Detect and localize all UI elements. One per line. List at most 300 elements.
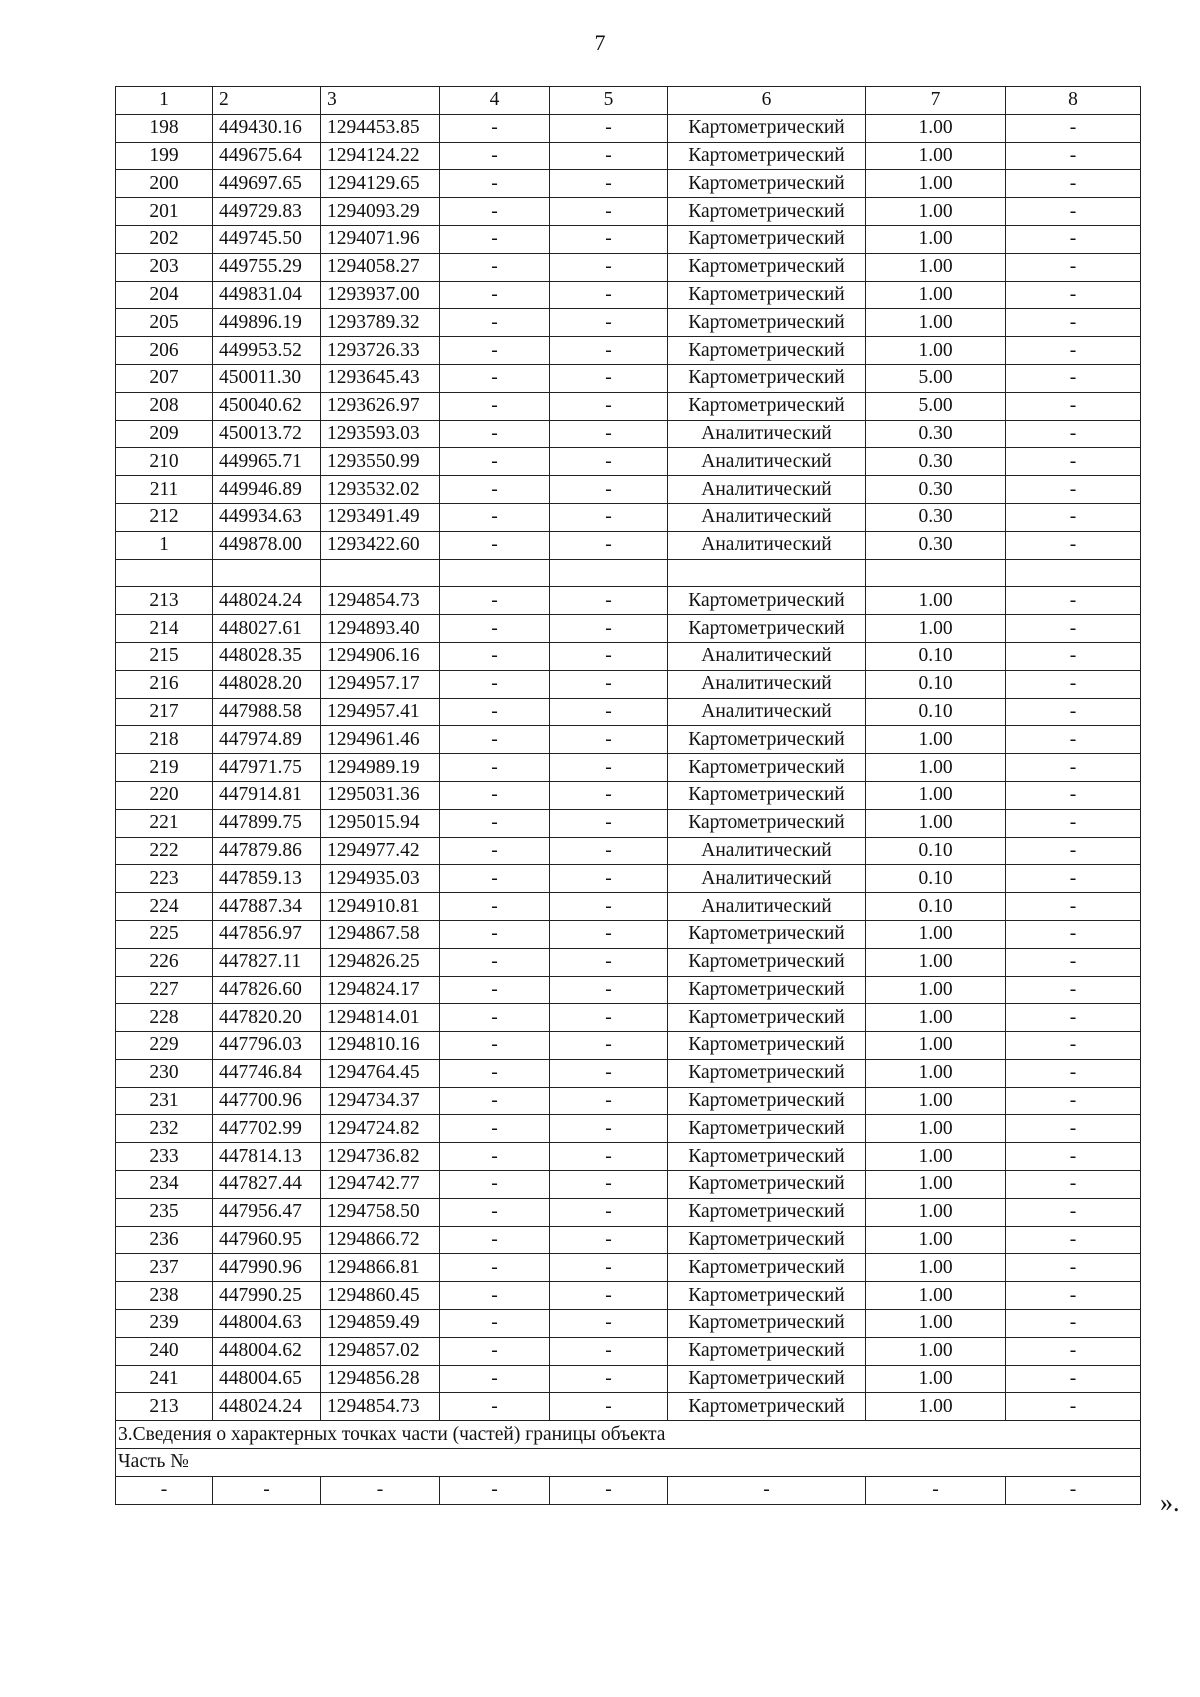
table-cell: 5.00 — [866, 392, 1006, 420]
table-cell: - — [440, 726, 550, 754]
table-cell: 1.00 — [866, 1059, 1006, 1087]
table-row — [116, 587, 1141, 615]
table-cell: - — [1006, 1393, 1141, 1421]
table-cell: Картометрический — [668, 948, 866, 976]
table-cell: 1.00 — [866, 170, 1006, 198]
table-cell: 447974.89 — [213, 726, 321, 754]
table-cell: - — [550, 448, 668, 476]
table-cell: - — [1006, 198, 1141, 226]
table-row — [116, 170, 1141, 198]
table-cell: 1.00 — [866, 1393, 1006, 1421]
table-cell: - — [1006, 837, 1141, 865]
table-cell: - — [550, 837, 668, 865]
table-cell: - — [440, 893, 550, 921]
table-cell: 6 — [668, 87, 866, 115]
table-cell: - — [440, 615, 550, 643]
table-cell: - — [440, 1143, 550, 1171]
table-cell: 447990.25 — [213, 1282, 321, 1310]
table-cell: 1.00 — [866, 1087, 1006, 1115]
table-cell: 450011.30 — [213, 364, 321, 392]
table-cell: 1.00 — [866, 1171, 1006, 1199]
table-cell: - — [1006, 1254, 1141, 1282]
table-cell: - — [1006, 1337, 1141, 1365]
table-cell: 1.00 — [866, 1365, 1006, 1393]
table-row — [116, 1198, 1141, 1226]
table-cell: Картометрический — [668, 1198, 866, 1226]
table-cell: - — [1006, 253, 1141, 281]
table-cell: 238 — [116, 1282, 213, 1310]
table-cell: 1293550.99 — [321, 448, 440, 476]
table-cell: - — [1006, 1198, 1141, 1226]
table-cell: 1294866.81 — [321, 1254, 440, 1282]
table-cell: - — [550, 114, 668, 142]
table-cell: 449745.50 — [213, 225, 321, 253]
table-cell: 0.10 — [866, 698, 1006, 726]
table-cell: Картометрический — [668, 1365, 866, 1393]
table-cell: 1.00 — [866, 1143, 1006, 1171]
table-cell: 220 — [116, 781, 213, 809]
table-cell: 239 — [116, 1310, 213, 1338]
table-cell: Картометрический — [668, 198, 866, 226]
table-cell: - — [550, 754, 668, 782]
table-cell: Аналитический — [668, 476, 866, 504]
table-cell: Картометрический — [668, 754, 866, 782]
table-cell: Картометрический — [668, 1337, 866, 1365]
table-cell: 207 — [116, 364, 213, 392]
table-cell: 1294758.50 — [321, 1198, 440, 1226]
table-cell: 1.00 — [866, 309, 1006, 337]
table-cell: - — [1006, 1310, 1141, 1338]
table-cell: Аналитический — [668, 642, 866, 670]
table-cell: - — [550, 225, 668, 253]
table-cell: - — [550, 1115, 668, 1143]
table-row — [116, 1254, 1141, 1282]
table-cell: - — [440, 503, 550, 531]
table-cell: 1294824.17 — [321, 976, 440, 1004]
table-cell: Картометрический — [668, 364, 866, 392]
table-cell: 1293532.02 — [321, 476, 440, 504]
table-cell: 1294859.49 — [321, 1310, 440, 1338]
table-cell: - — [1006, 1282, 1141, 1310]
table-cell: 203 — [116, 253, 213, 281]
table-cell: 222 — [116, 837, 213, 865]
empty-cell — [550, 559, 668, 587]
table-cell: Картометрический — [668, 1087, 866, 1115]
table-cell: - — [440, 337, 550, 365]
table-cell: 447820.20 — [213, 1004, 321, 1032]
table-cell: 1294742.77 — [321, 1171, 440, 1199]
table-cell: - — [550, 281, 668, 309]
table-cell: - — [1006, 809, 1141, 837]
table-cell: - — [440, 781, 550, 809]
table-cell: 201 — [116, 198, 213, 226]
table-cell: Аналитический — [668, 531, 866, 559]
table-cell: 3 — [321, 87, 440, 115]
dash-cell: - — [550, 1476, 668, 1504]
table-cell: - — [1006, 976, 1141, 1004]
table-cell: - — [550, 726, 668, 754]
table-cell: 1294093.29 — [321, 198, 440, 226]
table-cell: - — [550, 170, 668, 198]
dash-cell: - — [440, 1476, 550, 1504]
table-cell: - — [440, 1059, 550, 1087]
table-cell: Картометрический — [668, 337, 866, 365]
table-cell: 1.00 — [866, 1004, 1006, 1032]
table-cell: - — [550, 503, 668, 531]
table-row — [116, 142, 1141, 170]
table-cell: Картометрический — [668, 1171, 866, 1199]
table-cell: Картометрический — [668, 976, 866, 1004]
table-cell: 1294856.28 — [321, 1365, 440, 1393]
table-cell: Картометрический — [668, 1059, 866, 1087]
table-cell: 447746.84 — [213, 1059, 321, 1087]
table-cell: - — [550, 1310, 668, 1338]
table-cell: 1.00 — [866, 198, 1006, 226]
table-cell: - — [550, 865, 668, 893]
table-cell: - — [1006, 503, 1141, 531]
table-row — [116, 1282, 1141, 1310]
table-cell: 0.30 — [866, 503, 1006, 531]
table-cell: - — [550, 364, 668, 392]
table-cell: - — [550, 1254, 668, 1282]
table-cell: 449878.00 — [213, 531, 321, 559]
table-cell: 237 — [116, 1254, 213, 1282]
page-number: 7 — [594, 30, 606, 55]
table-cell: 0.10 — [866, 837, 1006, 865]
table-cell: - — [1006, 670, 1141, 698]
table-cell: Картометрический — [668, 726, 866, 754]
table-cell: 449896.19 — [213, 309, 321, 337]
table-cell: - — [550, 1004, 668, 1032]
table-cell: 1.00 — [866, 948, 1006, 976]
table-cell: - — [550, 1198, 668, 1226]
table-cell: - — [550, 1059, 668, 1087]
table-cell: - — [440, 114, 550, 142]
table-cell: 450013.72 — [213, 420, 321, 448]
empty-part-row — [116, 1476, 1141, 1504]
table-cell: 447914.81 — [213, 781, 321, 809]
table-cell: - — [550, 1032, 668, 1060]
table-cell: 0.10 — [866, 670, 1006, 698]
table-cell: - — [550, 1143, 668, 1171]
table-cell: Аналитический — [668, 865, 866, 893]
table-cell: - — [550, 337, 668, 365]
table-row — [116, 893, 1141, 921]
table-cell: - — [1006, 726, 1141, 754]
table-cell: 223 — [116, 865, 213, 893]
table-row — [116, 865, 1141, 893]
table-cell: Картометрический — [668, 309, 866, 337]
table-row — [116, 670, 1141, 698]
table-cell: - — [1006, 1087, 1141, 1115]
empty-cell — [321, 559, 440, 587]
table-cell: 1.00 — [866, 809, 1006, 837]
table-cell: 449831.04 — [213, 281, 321, 309]
table-row — [116, 309, 1141, 337]
table-cell: 1294826.25 — [321, 948, 440, 976]
table-cell: - — [440, 698, 550, 726]
table-cell: Картометрический — [668, 1282, 866, 1310]
table-cell: 1294935.03 — [321, 865, 440, 893]
dash-cell: - — [321, 1476, 440, 1504]
table-cell: 212 — [116, 503, 213, 531]
table-cell: 447827.44 — [213, 1171, 321, 1199]
table-cell: - — [440, 1310, 550, 1338]
table-cell: 229 — [116, 1032, 213, 1060]
table-cell: 1293626.97 — [321, 392, 440, 420]
table-cell: 447859.13 — [213, 865, 321, 893]
table-row — [116, 420, 1141, 448]
table-row — [116, 337, 1141, 365]
table-cell: Картометрический — [668, 1143, 866, 1171]
table-cell: Картометрический — [668, 920, 866, 948]
table-row — [116, 726, 1141, 754]
table-cell: 202 — [116, 225, 213, 253]
table-cell: 1294906.16 — [321, 642, 440, 670]
table-cell: - — [550, 198, 668, 226]
table-cell: - — [1006, 1032, 1141, 1060]
table-row — [116, 1115, 1141, 1143]
table-cell: 1294854.73 — [321, 587, 440, 615]
table-cell: 210 — [116, 448, 213, 476]
table-cell: - — [440, 754, 550, 782]
table-cell: - — [440, 642, 550, 670]
table-cell: - — [550, 976, 668, 1004]
empty-cell — [1006, 559, 1141, 587]
table-cell: 449675.64 — [213, 142, 321, 170]
table-cell: - — [440, 948, 550, 976]
empty-cell — [116, 559, 213, 587]
table-cell: - — [1006, 781, 1141, 809]
table-cell: 449430.16 — [213, 114, 321, 142]
table-cell: Аналитический — [668, 420, 866, 448]
header-row — [116, 87, 1141, 115]
table-cell: - — [1006, 392, 1141, 420]
table-cell: - — [440, 198, 550, 226]
table-row — [116, 198, 1141, 226]
table-cell: 447856.97 — [213, 920, 321, 948]
table-cell: 1.00 — [866, 754, 1006, 782]
table-cell: 226 — [116, 948, 213, 976]
table-cell: 241 — [116, 1365, 213, 1393]
table-cell: 1294071.96 — [321, 225, 440, 253]
table-cell: 219 — [116, 754, 213, 782]
table-cell: Аналитический — [668, 698, 866, 726]
table-cell: 449965.71 — [213, 448, 321, 476]
table-cell: 206 — [116, 337, 213, 365]
table-cell: - — [1006, 420, 1141, 448]
table-cell: - — [550, 142, 668, 170]
table-cell: - — [440, 281, 550, 309]
table-cell: - — [440, 420, 550, 448]
table-cell: - — [1006, 225, 1141, 253]
table-cell: - — [550, 615, 668, 643]
table-cell: 0.10 — [866, 642, 1006, 670]
table-cell: - — [550, 531, 668, 559]
table-cell: - — [550, 642, 668, 670]
table-cell: 1294810.16 — [321, 1032, 440, 1060]
table-cell: - — [440, 670, 550, 698]
table-cell: 1.00 — [866, 920, 1006, 948]
table-cell: - — [1006, 142, 1141, 170]
table-cell: - — [550, 1087, 668, 1115]
table-cell: Картометрический — [668, 170, 866, 198]
table-cell: 1294989.19 — [321, 754, 440, 782]
table-cell: 208 — [116, 392, 213, 420]
table-cell: 449697.65 — [213, 170, 321, 198]
table-cell: - — [550, 893, 668, 921]
table-cell: 447988.58 — [213, 698, 321, 726]
closing-quote: ». — [1160, 1488, 1180, 1517]
table-cell: - — [440, 448, 550, 476]
table-cell: - — [1006, 1004, 1141, 1032]
table-row — [116, 114, 1141, 142]
table-cell: - — [440, 1337, 550, 1365]
table-cell: 447826.60 — [213, 976, 321, 1004]
table-cell: 1294814.01 — [321, 1004, 440, 1032]
table-cell: 447990.96 — [213, 1254, 321, 1282]
table-cell: 1294867.58 — [321, 920, 440, 948]
table-row — [116, 642, 1141, 670]
table-cell: - — [550, 920, 668, 948]
table-cell: Картометрический — [668, 142, 866, 170]
table-cell: 2 — [213, 87, 321, 115]
table-cell: - — [440, 1254, 550, 1282]
table-cell: 1294977.42 — [321, 837, 440, 865]
table-cell: - — [440, 865, 550, 893]
empty-cell — [668, 559, 866, 587]
table-cell: - — [550, 476, 668, 504]
table-row — [116, 225, 1141, 253]
table-cell: 199 — [116, 142, 213, 170]
table-cell: - — [550, 670, 668, 698]
table-cell: 200 — [116, 170, 213, 198]
table-cell: - — [550, 781, 668, 809]
table-cell: - — [440, 1282, 550, 1310]
table-cell: 1294724.82 — [321, 1115, 440, 1143]
part-label: Часть № — [116, 1449, 1141, 1477]
table-cell: 448024.24 — [213, 587, 321, 615]
table-row — [116, 948, 1141, 976]
table-cell: 8 — [1006, 87, 1141, 115]
table-cell: - — [1006, 865, 1141, 893]
table-cell: 4 — [440, 87, 550, 115]
table-cell: 1294736.82 — [321, 1143, 440, 1171]
table-cell: - — [440, 976, 550, 1004]
table-cell: - — [1006, 170, 1141, 198]
table-cell: - — [550, 1365, 668, 1393]
table-cell: Картометрический — [668, 781, 866, 809]
table-row — [116, 531, 1141, 559]
table-cell: 1.00 — [866, 337, 1006, 365]
table-cell: 1.00 — [866, 726, 1006, 754]
table-cell: - — [1006, 1365, 1141, 1393]
empty-cell — [866, 559, 1006, 587]
table-cell: 447814.13 — [213, 1143, 321, 1171]
table-cell: 447956.47 — [213, 1198, 321, 1226]
empty-cell — [213, 559, 321, 587]
table-cell: - — [550, 809, 668, 837]
table-cell: 449729.83 — [213, 198, 321, 226]
table-cell: 449934.63 — [213, 503, 321, 531]
table-cell: - — [550, 420, 668, 448]
table-row — [116, 253, 1141, 281]
table-cell: - — [440, 1171, 550, 1199]
table-cell: 1 — [116, 87, 213, 115]
table-cell: 1294910.81 — [321, 893, 440, 921]
table-cell: - — [550, 1282, 668, 1310]
table-row — [116, 1337, 1141, 1365]
table-cell: 1294961.46 — [321, 726, 440, 754]
table-cell: 1.00 — [866, 142, 1006, 170]
table-cell: Картометрический — [668, 392, 866, 420]
table-cell: 1294129.65 — [321, 170, 440, 198]
table-cell: 204 — [116, 281, 213, 309]
table-cell: 221 — [116, 809, 213, 837]
table-cell: 1.00 — [866, 1115, 1006, 1143]
table-row — [116, 281, 1141, 309]
table-cell: - — [550, 309, 668, 337]
table-row — [116, 1087, 1141, 1115]
table-cell: - — [550, 253, 668, 281]
table-cell: 236 — [116, 1226, 213, 1254]
table-cell: Картометрический — [668, 615, 866, 643]
table-row — [116, 476, 1141, 504]
table-cell: 1.00 — [866, 781, 1006, 809]
table-row — [116, 754, 1141, 782]
table-cell: Картометрический — [668, 1393, 866, 1421]
table-cell: 1294058.27 — [321, 253, 440, 281]
table-cell: 1.00 — [866, 281, 1006, 309]
table-cell: 1295031.36 — [321, 781, 440, 809]
table-cell: 0.30 — [866, 448, 1006, 476]
table-cell: - — [1006, 531, 1141, 559]
table-cell: 0.30 — [866, 531, 1006, 559]
table-row — [116, 976, 1141, 1004]
table-cell: - — [1006, 476, 1141, 504]
table-row — [116, 1365, 1141, 1393]
table-cell: 235 — [116, 1198, 213, 1226]
table-cell: Аналитический — [668, 503, 866, 531]
table-cell: 225 — [116, 920, 213, 948]
separator-row — [116, 559, 1141, 587]
table-cell: 447899.75 — [213, 809, 321, 837]
table-cell: 0.10 — [866, 893, 1006, 921]
table-row — [116, 392, 1141, 420]
table-cell: - — [440, 531, 550, 559]
table-cell: - — [440, 253, 550, 281]
table-cell: 448004.63 — [213, 1310, 321, 1338]
table-cell: 1293726.33 — [321, 337, 440, 365]
table-cell: - — [1006, 364, 1141, 392]
table-cell: 1294734.37 — [321, 1087, 440, 1115]
table-cell: 1294453.85 — [321, 114, 440, 142]
table-cell: - — [440, 1393, 550, 1421]
table-cell: 213 — [116, 1393, 213, 1421]
table-cell: 1.00 — [866, 1310, 1006, 1338]
table-cell: 1293789.32 — [321, 309, 440, 337]
table-row — [116, 1032, 1141, 1060]
table-cell: 1294857.02 — [321, 1337, 440, 1365]
table-cell: 231 — [116, 1087, 213, 1115]
table-cell: Картометрический — [668, 1254, 866, 1282]
table-cell: - — [440, 920, 550, 948]
table-cell: - — [440, 1226, 550, 1254]
table-row — [116, 1143, 1141, 1171]
table-cell: 1293422.60 — [321, 531, 440, 559]
dash-cell: - — [116, 1476, 213, 1504]
table-cell: - — [440, 476, 550, 504]
